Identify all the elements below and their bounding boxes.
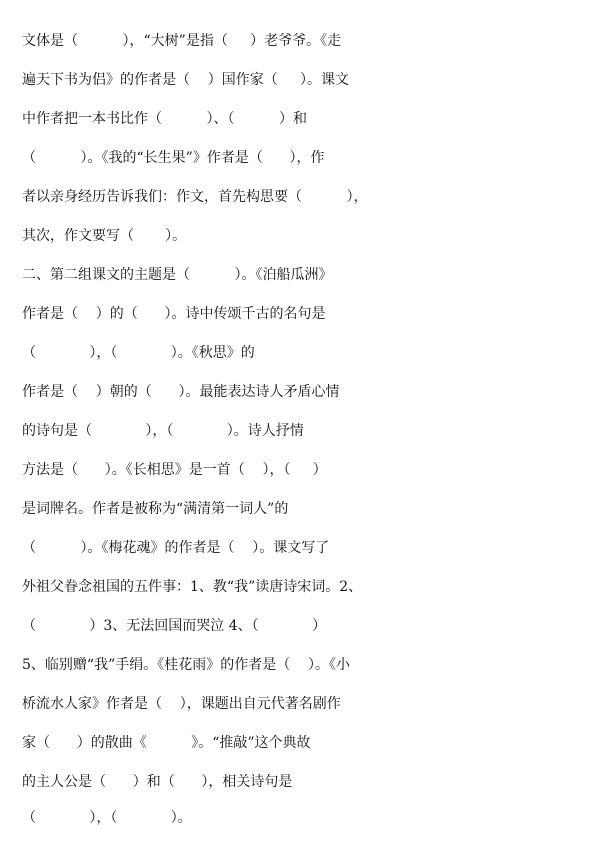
text-line-6: 其次，作文要写（ ）。: [22, 228, 187, 244]
text-line-16: （ ）3、无法回国而哭泣 4、（ ）: [22, 618, 327, 634]
text-line-12: 方法是（ ）。《长相思》是一首（ ），（ ）: [22, 462, 327, 478]
text-line-3: 中作者把一本书比作（ ）、（ ）和: [22, 111, 308, 127]
text-line-19: 家（ ）的散曲《 》。“推敲”这个典故: [22, 735, 311, 751]
text-line-11: 的诗句是（ ），（ ）。诗人抒情: [22, 423, 304, 439]
text-line-20: 的主人公是（ ）和（ ），相关诗句是: [22, 774, 293, 790]
text-line-5: 者以亲身经历告诉我们：作文，首先构思要（ ），: [22, 189, 368, 205]
text-line-21: （ ），（ ）。: [22, 810, 192, 826]
text-line-18: 桥流水人家》作者是（ ），课题出自元代著名剧作: [22, 696, 341, 712]
text-line-14: （ ）。《梅花魂》的作者是（ ）。课文写了: [22, 540, 330, 556]
text-line-13: 是词牌名。作者是被称为“满清第一词人”的: [22, 501, 289, 517]
text-line-9: （ ），（ ）。《秋思》的: [22, 345, 255, 361]
text-line-7: 二、第二组课文的主题是（ ）。《泊船瓜洲》: [22, 267, 333, 283]
text-line-1: 文体是（ ），“大树”是指（ ）老爷爷。《走: [22, 33, 342, 49]
text-line-10: 作者是（ ）朝的（ ）。最能表达诗人矛盾心情: [22, 384, 340, 400]
text-line-8: 作者是（ ）的（ ）。诗中传颂千古的名句是: [22, 306, 326, 322]
text-line-15: 外祖父眷念祖国的五件事：1、教“我”读唐诗宋词。2、: [22, 579, 363, 595]
text-line-4: （ ）。《我的“长生果”》作者是（ ），作: [22, 150, 325, 166]
text-line-2: 遍天下书为侣》的作者是（ ）国作家（ ）。课文: [22, 72, 350, 88]
text-line-17: 5、临别赠“我”手绢。《桂花雨》的作者是（ ）。《小: [22, 657, 351, 673]
